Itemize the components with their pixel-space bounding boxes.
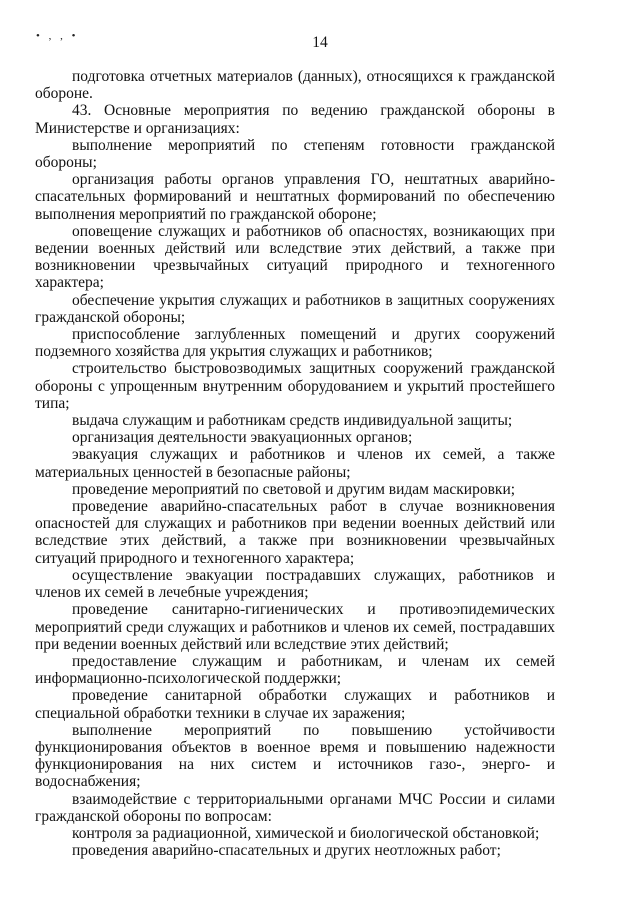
paragraph: выдача служащим и работникам средств индивидуальной защиты; — [72, 412, 513, 430]
paragraph: 43. Основные мероприятия по ведению гражданской обороны в Министерстве и организациях: — [35, 102, 555, 137]
page-number: 14 — [312, 34, 328, 51]
paragraph: проведение санитарной обработки служащих и работников и специальной обработки техники в случае их заражения; — [35, 687, 555, 722]
corner-marks: • , , • — [36, 30, 79, 42]
document-body — [35, 68, 555, 859]
paragraph: проведения аварийно-спасательных и других неотложных работ; — [72, 842, 501, 860]
paragraph: выполнение мероприятий по повышению устойчивости функционирования объектов в военное время и повышению надежности функционирования на них систем и источников газо-, энерго- и водоснабжения; — [35, 721, 555, 791]
paragraph: оповещение служащих и работников об опасностях, возникающих при ведении военных действий или вследствие этих действий, а также при возникновении чрезвычайных ситуаций природного и техногенного характера; — [35, 222, 555, 292]
paragraph: строительство быстровозводимых защитных сооружений гражданской обороны с упрощенным внутренним оборудованием и укрытий простейшего типа; — [35, 360, 555, 412]
paragraph: эвакуация служащих и работников и членов их семей, а также материальных ценностей в безопасные районы; — [35, 446, 555, 481]
paragraph: обеспечение укрытия служащих и работников в защитных сооружениях гражданской обороны; — [35, 291, 555, 326]
paragraph: проведение мероприятий по световой и другим видам маскировки; — [72, 480, 516, 498]
paragraph: выполнение мероприятий по степеням готовности гражданской обороны; — [35, 136, 555, 172]
paragraph: подготовка отчетных материалов (данных), относящихся к гражданской обороне. — [35, 68, 555, 103]
paragraph: контроля за радиационной, химической и биологической обстановкой; — [72, 824, 540, 842]
paragraph: проведение аварийно-спасательных работ в случае возникновения опасностей для служащих и работников при ведении военных действий или вследствие этих действий, а также при возникновении чрезвычайных ситуаций природного и техногенного характера; — [35, 498, 555, 567]
paragraph: организация работы органов управления ГО, нештатных аварийно-спасательных формирований и нештатных формирований по обеспечению выполнения мероприятий по гражданской обороне; — [35, 171, 555, 223]
paragraph: предоставление служащим и работникам, и членам их семей информационно-психологической поддержки; — [35, 652, 555, 688]
paragraph: осуществление эвакуации пострадавших служащих, работников и членов их семей в лечебные учреждения; — [35, 566, 555, 602]
paragraph: организация деятельности эвакуационных органов; — [72, 429, 413, 447]
paragraph: взаимодействие с территориальными органами МЧС России и силами гражданской обороны по вопросам: — [35, 790, 555, 825]
paragraph: проведение санитарно-гигиенических и противоэпидемических мероприятий среди служащих и работников и членов их семей, пострадавших при ведении военных действий или вследствие этих действий; — [35, 601, 555, 653]
paragraph: приспособление заглубленных помещений и других сооружений подземного хозяйства для укрытия служащих и работников; — [35, 326, 555, 361]
